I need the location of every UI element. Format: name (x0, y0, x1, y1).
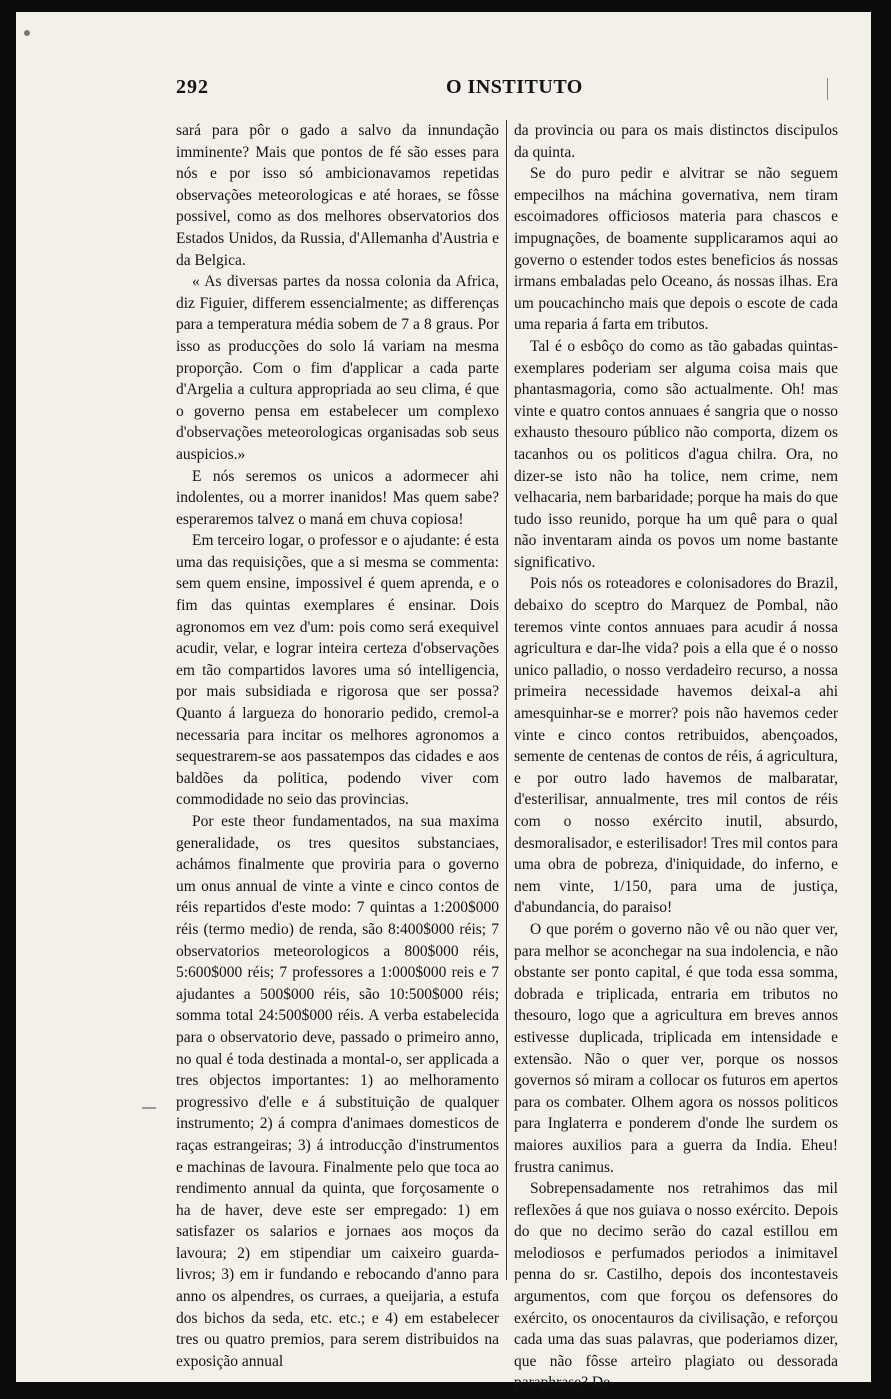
paragraph: Tal é o esbôço do como as tão gabadas quintas-exemplares poderiam ser alguma coisa mais que phantasmagoria, como são actualmente. Oh! mas vinte e quatro contos annuaes é sangria que o nosso exhausto thesouro público não comporta, dizem os tacanhos ou os politicos d'agua chilra. Ora, no dizer-se isto não ha tolice, nem crime, nem velhacaria, nem barbaridade; porque ha mais do que tudo isso reunido, porque ha um quê para o qual não inventaram ainda os povos um nome bastante significativo. (514, 337, 838, 571)
running-header (176, 76, 856, 104)
running-title: O INSTITUTO (446, 76, 583, 98)
left-column (176, 120, 499, 1372)
paragraph: da provincia ou para os mais distinctos discipulos da quinta. (514, 122, 838, 161)
paragraph: E nós seremos os unicos a adormecer ahi indolentes, ou a morrer inanidos! Mas quem sabe? esperaremos talvez o maná em chuva copiosa! (176, 467, 499, 528)
paragraph: Por este theor fundamentados, na sua maxima generalidade, os tres quesitos substanciaes, achámos finalmente que proviria para o governo um onus annual de vinte a vinte e cinco contos de réis repartidos d'este modo: 7 quintas a 1:200$000 réis (termo medio) de renda, são 8:400$000 réis; 7 observatorios meteorologicos a 800$000 réis, 5:600$000 réis; 7 professores a 1:000$000 reis e 7 ajudantes a 500$000 réis, são 10:500$000 réis; somma total 24:500$000 réis. A verba estabelecida para o observatorio deve, passado o primeiro anno, no qual é toda destinada a montal-o, ser applicada a tres objectos importantes: 1) ao melhoramento progressivo d'elle e á substituição de qualquer instrumento; 2) á compra d'animaes domesticos de raças estrangeiras; 3) á introducção d'instrumentos e machinas de lavoura. Finalmente pelo que toca ao rendimento annual da quinta, que forçosamente o ha de haver, deve este ser empregado: 1) em satisfazer os salarios e jornaes aos moços da lavoura; 2) em stipendiar um caixeiro guarda-livros; 3) em ir fundando e rebocando d'anno para anno os alpendres, os curraes, a queijaria, a estufa dos bichos da seda, etc. etc.; e 4) em estabelecer tres ou quatro premios, para serem distribuidos na exposição annual (176, 813, 499, 1370)
paragraph: O que porém o governo não vê ou não quer ver, para melhor se aconchegar na sua indolencia, e não obstante ser ponto capital, é que toda essa somma, dobrada e triplicada, entraria em tributos no thesouro, logo que a agricultura em breves annos estivesse duplicada, triplicada em intensidade e extensão. Não o quer ver, porque os nossos governos só miram a collocar os futuros em apertos para os combater. Olhem agora os nossos politicos para Inglaterra e ponderem d'onde lhe surdem os maiores auxilios para a guerra da India. Eheu! frustra canimus. (514, 920, 838, 1176)
right-column (514, 120, 838, 1394)
book-page (16, 12, 871, 1392)
speck-mark (24, 30, 30, 36)
paragraph: Em terceiro logar, o professor e o ajudante: é esta uma das requisições, que a si mesma se commenta: sem quem ensine, impossivel é quem aprenda, e o fim das quintas exemplares é ensinar. Dois agronomos em vez d'um: pois como será exequivel acudir, velar, e lograr inteira certeza d'observações em tão compartidos lavores uma só intelligencia, por mais subsidiada e rigorosa que ser possa? Quanto á largueza do honorario pedido, cremol-a necessaria para incitar os melhores agronomos a sequestrarem-se aos passatempos das cidades e aos baldões da politica, podendo viver com commodidade no seio das provincias. (176, 532, 499, 809)
paragraph: Sobrepensadamente nos retrahimos das mil reflexões á que nos guiava o nosso exército. Depois do que no decimo serão do cazal estillou em melodiosos e perfumados periodos a inimitavel penna do sr. Castilho, depois dos incontestaveis argumentos, com que forçou os defensores do exército, os onocentauros da civilisação, e reforçou cada uma das suas palavras, que poderiamos dizer, que não fôsse arteiro plagiato ou dessorada paraphrase? De- (514, 1180, 838, 1392)
margin-dash (142, 1107, 156, 1109)
paragraph: Se do puro pedir e alvitrar se não seguem empecilhos na máchina governativa, nem tiram escoimadores officiosos materia para chascos e impugnações, de boamente supplicaramos aqui ao governo o estender todos estes beneficios ás nossas irmans embaladas pelo Oceano, ás nossas ilhas. Era um poucachincho mais que depois o escote de cada uma reparia á farta em tributos. (514, 165, 838, 334)
paragraph: sará para pôr o gado a salvo da innundação imminente? Mais que pontos de fé são esses para nós e por isso só ambicionavamos repetidas observações meteorologicas e até horaes, se fôsse possivel, como as dos melhores observatorios dos Estados Unidos, da Russia, d'Allemanha d'Austria e da Belgica. (176, 122, 499, 269)
column-rule (506, 120, 507, 1280)
page-number: 292 (176, 76, 209, 98)
paragraph: « As diversas partes da nossa colonia da Africa, diz Figuier, differem essencialmente; as differenças para a temperatura média sobem de 7 a 8 graus. Por isso as producções do solo lá variam na mesma proporção. Com o fim d'applicar a cada parte d'Argelia a cultura appropriada ao seu clima, é que o governo pensa em estabelecer um complexo d'observações meteorologicas organisadas sob seus auspicios.» (176, 273, 499, 463)
paragraph: Pois nós os roteadores e colonisadores do Brazil, debaixo do sceptro do Marquez de Pombal, não teremos vinte contos annuaes para acudir á nossa agricultura e dar-lhe vida? pois a ella que é o nosso unico palladio, o nosso verdadeiro recurso, a nossa primeira necessidade havemos deixal-a ahi amesquinhar-se e morrer? pois não havemos ceder vinte e cinco contos retribuidos, abençoados, semente de centenas de contos de réis, á agricultura, e por outro lado havemos de malbaratar, d'esterilisar, annualmente, tres mil contos de réis com o nosso exército inutil, absurdo, desmoralisador, e esterilisador! Tres mil contos para uma obra de pobreza, d'iniquidade, do inferno, e nem vinte, 1/150, para uma de justiça, d'abundancia, do paraiso! (514, 575, 838, 917)
